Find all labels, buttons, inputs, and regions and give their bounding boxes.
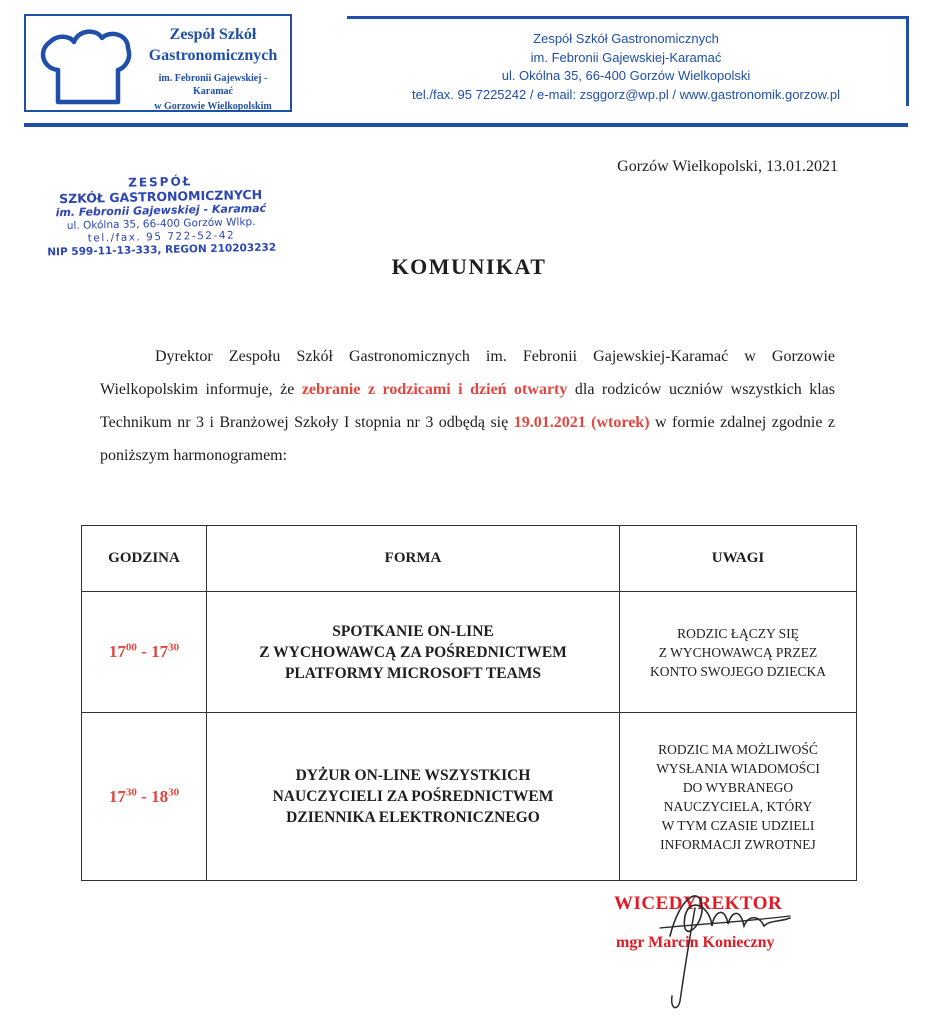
stamp-line: NIP 599-11-13-333, REGON 210203232 — [47, 241, 277, 259]
uwagi-cell: RODZIC MA MOŻLIWOŚĆ WYSŁANIA WIADOMOŚCI DO WYBRANEGO NAUCZYCIELA, KTÓRY W TYM CZASIE UDZIELI INFORMACJI ZWROTNEJ — [620, 713, 857, 881]
paragraph-text: dla rodziców uczniów wszystkich klas Technikum nr 3 i Branżowej Szkoły I stopnia nr 3 odbędą się — [100, 381, 836, 431]
letterhead-divider — [24, 123, 908, 127]
paragraph-text: Dyrektor Zespołu Szkół Gastronomicznych im. Febronii Gajewskiej-Karamać w Gorzowie Wielkopolskim informuje, że — [100, 348, 835, 398]
handwritten-signature-icon — [640, 876, 810, 1016]
contact-line: ul. Okólna 35, 66-400 Gorzów Wielkopolski — [501, 68, 751, 83]
header-top-rule — [347, 16, 907, 19]
time-cell: $17^{00} - 17^{30}$ — [82, 592, 207, 713]
document-date: Gorzów Wielkopolski, 13.01.2021 — [617, 158, 838, 175]
uwagi-cell: RODZIC ŁĄCZY SIĘ Z WYCHOWAWCĄ PRZEZ KONTO SWOJEGO DZIECKA — [620, 592, 857, 713]
logo-patron: im. Febronii Gajewskiej - Karamać — [158, 73, 268, 97]
contact-line: tel./fax. 95 7225242 / e-mail: zsggorz@wp.pl / www.gastronomik.gorzow.pl — [412, 86, 840, 102]
logo-city: w Gorzowie Wielkopolskim — [154, 101, 272, 112]
column-header-godzina: GODZINA — [82, 526, 207, 592]
column-header-uwagi: UWAGI — [620, 526, 857, 592]
school-logo-box — [24, 14, 292, 112]
document-title: KOMUNIKAT — [391, 254, 547, 279]
highlight-date: 19.01.2021 (wtorek) — [513, 414, 650, 431]
header-right-rule — [906, 16, 909, 106]
announcement-paragraph — [100, 340, 835, 472]
signature-title: WICEDYREKTOR — [614, 893, 783, 914]
table-header-row — [82, 526, 857, 592]
school-stamp — [27, 172, 295, 260]
logo-school-name: Zespół Szkół Gastronomicznych — [148, 26, 278, 64]
signature-name: mgr Marcin Konieczny — [616, 934, 775, 951]
forma-cell: DYŻUR ON-LINE WSZYSTKICH NAUCZYCIELI ZA POŚREDNICTWEM DZIENNIKA ELEKTRONICZNEGO — [207, 713, 620, 881]
stamp-line: SZKÓŁ GASTRONOMICZNYCH — [58, 186, 263, 207]
stamp-line: ul. Okólna 35, 66-400 Gorzów Wlkp. — [66, 216, 256, 232]
letterhead-contact — [347, 16, 909, 110]
stamp-line: tel./fax. 95 722-52-42 — [87, 229, 236, 245]
logo-text — [138, 24, 288, 113]
paragraph-text: w formie zdalnej zgodnie z poniższym harmonogramem: — [100, 414, 836, 464]
chef-hat-icon — [34, 24, 144, 106]
stamp-line: ZESPÓŁ — [128, 174, 193, 190]
table-row — [82, 592, 857, 713]
forma-cell: SPOTKANIE ON-LINE Z WYCHOWAWCĄ ZA POŚREDNICTWEM PLATFORMY MICROSOFT TEAMS — [207, 592, 620, 713]
schedule-table — [81, 525, 857, 881]
highlight-event: zebranie z rodzicami i dzień otwarty — [301, 381, 568, 398]
column-header-forma: FORMA — [207, 526, 620, 592]
contact-line: Zespół Szkół Gastronomicznych — [533, 31, 719, 46]
table-row — [82, 713, 857, 881]
stamp-line: im. Febronii Gajewskiej - Karamać — [55, 201, 267, 220]
contact-line: im. Febronii Gajewskiej-Karamać — [530, 49, 722, 65]
time-cell: $17^{30} - 18^{30}$ — [82, 713, 207, 881]
